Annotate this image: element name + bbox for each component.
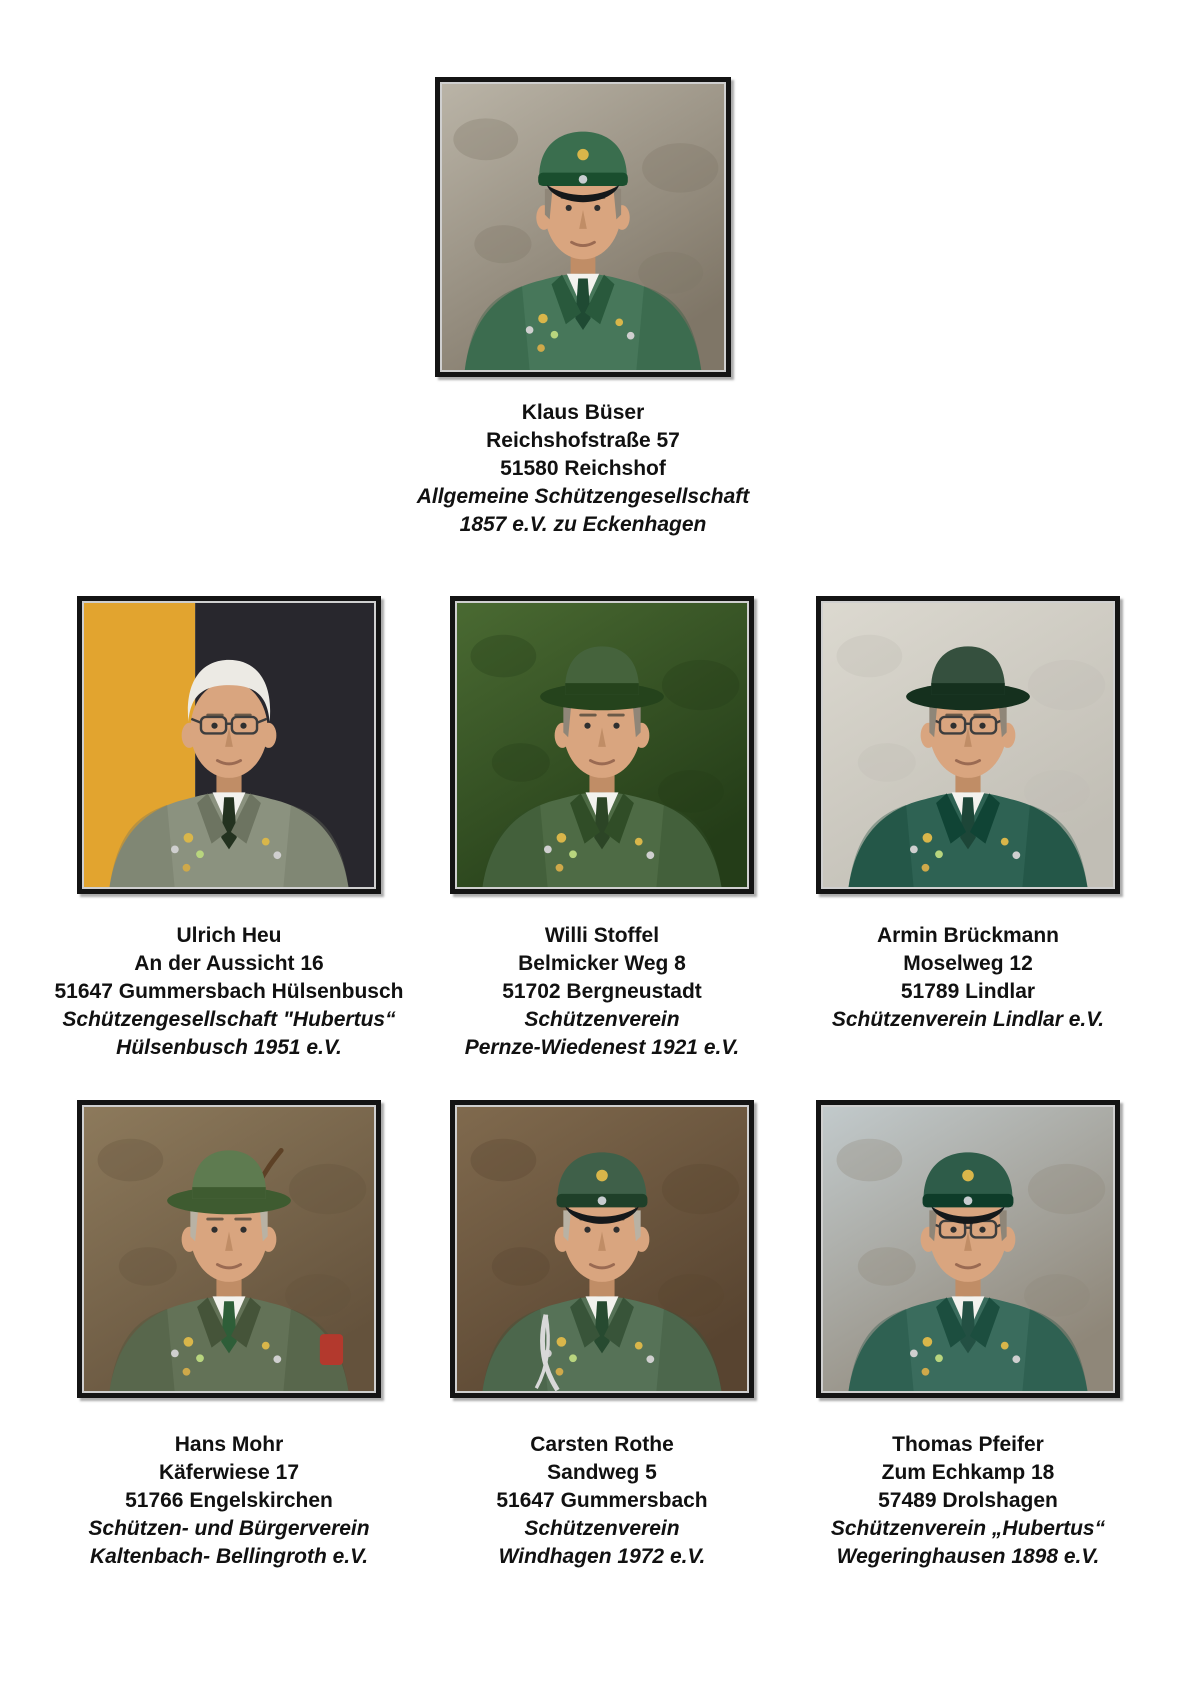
person-city: 51647 Gummersbach [496, 1489, 708, 1512]
portrait-photo [77, 596, 381, 894]
person-street: Käferwiese 17 [158, 1461, 300, 1484]
person-city: 57489 Drolshagen [878, 1489, 1058, 1512]
member-info [832, 922, 1104, 1034]
person-street: Moselweg 12 [903, 952, 1033, 975]
person-club-line2: Wegeringhausen 1898 e.V. [836, 1545, 1100, 1568]
member-info [55, 922, 404, 1062]
person-club-line1: Schützenverein [524, 1008, 680, 1031]
person-club-line2: Hülsenbusch 1951 e.V. [116, 1036, 342, 1059]
person-city: 51789 Lindlar [900, 980, 1036, 1003]
member-info [417, 399, 750, 539]
person-club-line1: Schützen- und Bürgerverein [88, 1517, 370, 1540]
person-city: 51702 Bergneustadt [502, 980, 702, 1003]
person-name: Armin Brückmann [876, 924, 1060, 947]
portrait-photo [77, 1100, 381, 1398]
member-card-hans-mohr [29, 1100, 429, 1571]
person-club-line1: Schützenverein [524, 1517, 680, 1540]
person-street: Sandweg 5 [547, 1461, 657, 1484]
portrait-photo [450, 596, 754, 894]
person-club-line2: Pernze-Wiedenest 1921 e.V. [464, 1036, 740, 1059]
person-name: Ulrich Heu [176, 924, 282, 947]
portrait-photo [816, 596, 1120, 894]
person-street: Belmicker Weg 8 [518, 952, 686, 975]
portrait-photo [816, 1100, 1120, 1398]
member-card-ulrich-heu [29, 596, 429, 1062]
person-name: Thomas Pfeifer [892, 1433, 1044, 1456]
member-card-thomas-pfeifer [768, 1100, 1168, 1571]
person-club-line2: Kaltenbach- Bellingroth e.V. [89, 1545, 369, 1568]
member-card-armin-brueckmann [768, 596, 1168, 1034]
person-city: 51647 Gummersbach Hülsenbusch [54, 980, 404, 1003]
person-city: 51766 Engelskirchen [125, 1489, 333, 1512]
member-card-willi-stoffel [402, 596, 802, 1062]
person-name: Carsten Rothe [530, 1433, 674, 1456]
portrait-photo [435, 77, 731, 377]
person-club-line2: 1857 e.V. zu Eckenhagen [459, 513, 707, 536]
person-club-line1: Allgemeine Schützengesellschaft [416, 485, 750, 508]
person-street: Zum Echkamp 18 [881, 1461, 1055, 1484]
person-name: Klaus Büser [521, 401, 645, 424]
person-name: Hans Mohr [174, 1433, 284, 1456]
member-info [465, 922, 740, 1062]
member-info [496, 1431, 707, 1571]
member-info [831, 1431, 1105, 1571]
person-club-line2: Windhagen 1972 e.V. [498, 1545, 706, 1568]
person-city: 51580 Reichshof [500, 457, 666, 480]
person-name: Willi Stoffel [544, 924, 660, 947]
member-card-klaus-bueser [333, 77, 833, 539]
person-club-line1: Schützengesellschaft "Hubertus“ [62, 1008, 396, 1031]
member-info [88, 1431, 369, 1571]
portrait-photo [450, 1100, 754, 1398]
person-street: Reichshofstraße 57 [486, 429, 680, 452]
person-street: An der Aussicht 16 [134, 952, 324, 975]
person-club-line1: Schützenverein Lindlar e.V. [831, 1008, 1105, 1031]
member-card-carsten-rothe [402, 1100, 802, 1571]
person-club-line1: Schützenverein „Hubertus“ [830, 1517, 1106, 1540]
